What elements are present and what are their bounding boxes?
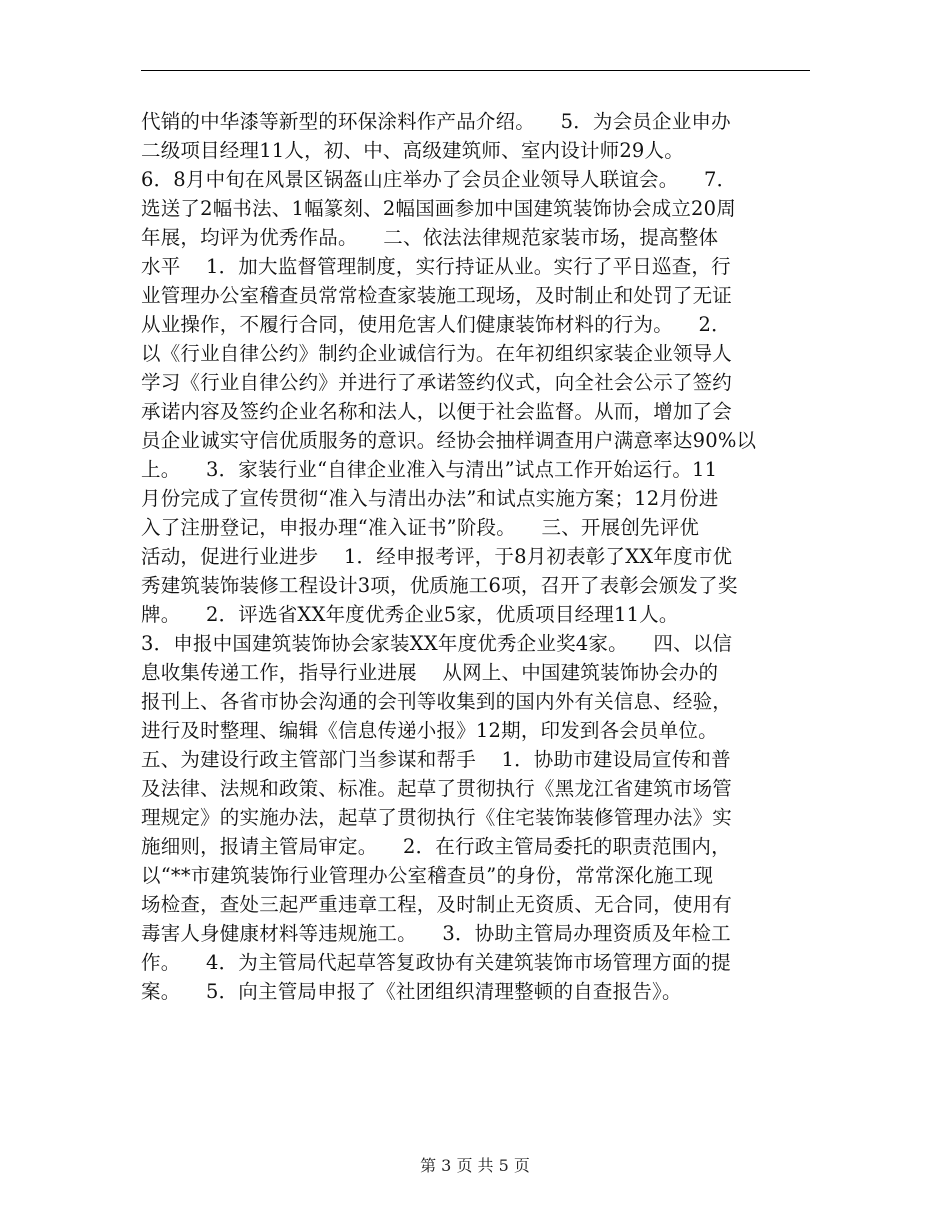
text-line: 活动，促进行业进步 1．经申报考评，于8月初表彰了XX年度市优 — [141, 545, 733, 568]
text-line: 月份完成了宣传贯彻“准入与清出办法”和试点实施方案；12月份进 — [141, 487, 719, 510]
text-line: 承诺内容及签约企业名称和法人，以便于社会监督。从而，增加了会 — [141, 400, 733, 423]
header-rule — [141, 70, 810, 71]
text-line: 施细则，报请主管局审定。 2．在行政主管局委托的职责范围内， — [141, 835, 731, 858]
text-line: 学习《行业自律公约》并进行了承诺签约仪式，向全社会公示了签约 — [141, 371, 733, 394]
text-line: 息收集传递工作，指导行业进展 从网上、中国建筑装饰协会办的 — [141, 661, 719, 684]
text-line: 以《行业自律公约》制约企业诚信行为。在年初组织家装企业领导人 — [141, 342, 733, 365]
text-line: 选送了2幅书法、1幅篆刻、2幅国画参加中国建筑装饰协会成立20周 — [141, 197, 736, 220]
text-line: 作。 4．为主管局代起草答复政协有关建筑装饰市场管理方面的提 — [141, 951, 731, 974]
text-line: 二级项目经理11人，初、中、高级建筑师、室内设计师29人。 — [141, 139, 684, 162]
text-line: 案。 5．向主管局申报了《社团组织清理整顿的自查报告》。 — [141, 980, 682, 1003]
text-line: 员企业诚实守信优质服务的意识。经协会抽样调查用户满意率达90%以 — [141, 429, 757, 452]
text-line: 业管理办公室稽查员常常检查家装施工现场，及时制止和处罚了无证 — [141, 284, 733, 307]
text-line: 年展，均评为优秀作品。 二、依法法律规范家装市场，提高整体 — [141, 226, 719, 249]
document-body — [141, 107, 821, 1006]
text-line: 上。 3．家装行业“自律企业准入与清出”试点工作开始运行。11 — [141, 458, 718, 481]
text-line: 3．申报中国建筑装饰协会家装XX年度优秀企业奖4家。 四、以信 — [141, 632, 733, 655]
text-line: 报刊上、各省市协会沟通的会刊等收集到的国内外有关信息、经验， — [141, 690, 733, 713]
text-line: 秀建筑装饰装修工程设计3项，优质施工6项，召开了表彰会颁发了奖 — [141, 574, 738, 597]
text-line: 代销的中华漆等新型的环保涂料作产品介绍。 5．为会员企业申办 — [141, 110, 731, 133]
text-line: 进行及时整理、编辑《信息传递小报》12期，印发到各会员单位。 — [141, 719, 718, 742]
text-line: 以“**市建筑装饰行业管理办公室稽查员”的身份，常常深化施工现 — [141, 864, 714, 887]
text-line: 场检查，查处三起严重违章工程，及时制止无资质、无合同，使用有 — [141, 893, 733, 916]
text-line: 6．8月中旬在风景区锅盔山庄举办了会员企业领导人联谊会。 7． — [141, 168, 737, 191]
page-footer: 第 3 页 共 5 页 — [420, 1156, 530, 1175]
text-line: 理规定》的实施办法，起草了贯彻执行《住宅装饰装修管理办法》实 — [141, 806, 733, 829]
text-line: 及法律、法规和政策、标准。起草了贯彻执行《黑龙江省建筑市场管 — [141, 777, 733, 800]
text-line: 牌。 2．评选省XX年度优秀企业5家，优质项目经理11人。 — [141, 603, 679, 626]
text-line: 毒害人身健康材料等违规施工。 3．协助主管局办理资质及年检工 — [141, 922, 731, 945]
text-line: 五、为建设行政主管部门当参谋和帮手 1．协助市建设局宣传和普 — [141, 748, 731, 771]
text-line: 水平 1．加大监督管理制度，实行持证从业。实行了平日巡查，行 — [141, 255, 731, 278]
text-line: 入了注册登记，申报办理“准入证书”阶段。 三、开展创先评优 — [141, 516, 700, 539]
text-line: 从业操作，不履行合同，使用危害人们健康装饰材料的行为。 2． — [141, 313, 731, 336]
